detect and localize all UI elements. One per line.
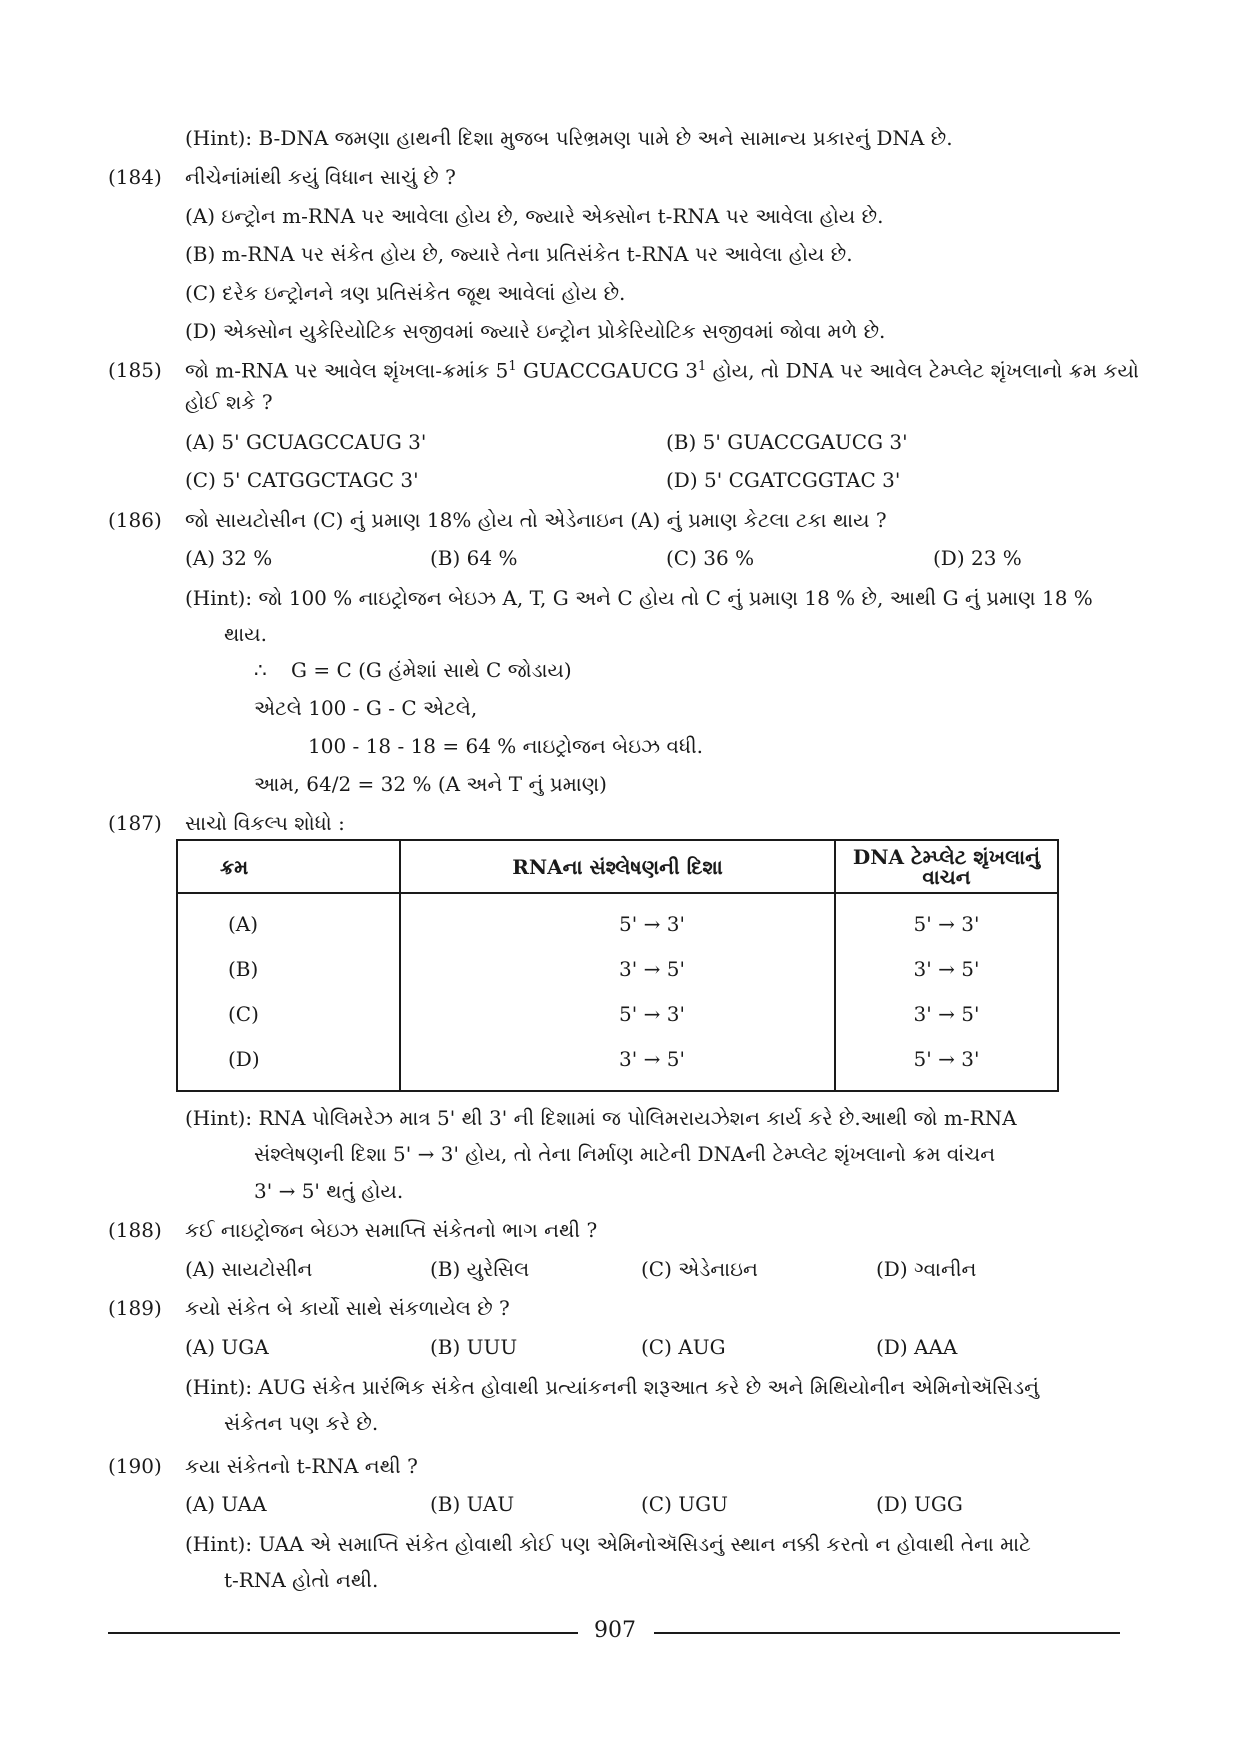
- hint-text: (Hint): UAA એ સમાપ્તિ સંકેત હોવાથી કોઈ પણ એમિનોઍસિડનું સ્થાન નક્કી કરતો ન હોવાથી તેના માટે: [185, 1532, 1031, 1556]
- option-d: (D) ગ્વાનીન: [876, 1257, 977, 1281]
- option-a: (A) સાયટોસીન: [185, 1257, 313, 1281]
- hint-183: (Hint): B-DNA જમણા હાથની દિશા મુજબ પરિભ્રમણ પામે છે અને સામાન્ય પ્રકારનું DNA છે.: [185, 126, 953, 150]
- therefore-symbol: ∴: [254, 658, 267, 682]
- option-d: (D) એક્સોન યુકેરિયોટિક સજીવમાં જ્યારે ઇન્ટ્રોન પ્રોકેરિયોટિક સજીવમાં જોવા મળે છે.: [185, 319, 886, 343]
- calc-line: G = C (G હંમેશાં સાથે C જોડાય): [291, 658, 572, 682]
- table-row: [177, 1036, 1058, 1091]
- table-cell: 5' → 3': [400, 991, 835, 1036]
- question-number: (188): [108, 1218, 162, 1242]
- table-header: RNAના સંશ્લેષણની દિશા: [400, 840, 835, 893]
- table-cell: (B): [228, 956, 259, 981]
- table-cell: (D): [228, 1046, 260, 1071]
- option-d: (D) 5' CGATCGGTAC 3': [666, 468, 901, 492]
- option-d: (D) 23 %: [933, 546, 1022, 570]
- footer-rule-left: [108, 1632, 578, 1634]
- table-header-row: [177, 840, 1058, 893]
- question-text: કયો સંકેત બે કાર્યો સાથે સંકળાયેલ છે ?: [185, 1296, 510, 1320]
- option-b: (B) યુરેસિલ: [430, 1257, 530, 1281]
- table-cell: (C): [228, 1001, 259, 1026]
- hint-text: (Hint): જો 100 % નાઇટ્રોજન બેઇઝ A, T, G અને C હોય તો C નું પ્રમાણ 18 % છે, આથી G નું પ્રમાણ 18 %: [185, 586, 1093, 610]
- hint-text: (Hint): RNA પોલિમરેઝ માત્ર 5' થી 3' ની દિશામાં જ પોલિમરાયઝેશન કાર્ય કરે છે.આથી જો m-RNA: [185, 1106, 1017, 1130]
- table-row: [177, 946, 1058, 991]
- question-number: (189): [108, 1296, 162, 1320]
- footer-rule-right: [654, 1632, 1120, 1634]
- option-b: (B) UAU: [430, 1492, 515, 1516]
- calc-line: આમ, 64/2 = 32 % (A અને T નું પ્રમાણ): [254, 772, 607, 796]
- option-a: (A) UGA: [185, 1335, 269, 1359]
- calc-line: એટલે 100 - G - C એટલે,: [254, 696, 478, 720]
- calc-line: 100 - 18 - 18 = 64 % નાઇટ્રોજન બેઇઝ વધી.: [308, 734, 704, 758]
- question-number: (186): [108, 508, 162, 532]
- table-cell: 5' → 3': [835, 1036, 1058, 1091]
- table-row: [177, 991, 1058, 1036]
- hint-text-line2: t-RNA હોતો નથી.: [224, 1568, 379, 1592]
- question-text: નીચેનાંમાંથી કયું વિધાન સાચું છે ?: [185, 165, 456, 189]
- question-number: (190): [108, 1454, 162, 1478]
- table-cell: 5' → 3': [400, 893, 835, 946]
- hint-text-line2: સંશ્લેષણની દિશા 5' → 3' હોય, તો તેના નિર્માણ માટેની DNAની ટેમ્પ્લેટ શૃંખલાનો ક્રમ વાંચન: [254, 1142, 996, 1166]
- question-number: (187): [108, 811, 162, 835]
- question-text: જો સાયટોસીન (C) નું પ્રમાણ 18% હોય તો એડેનાઇન (A) નું પ્રમાણ કેટલા ટકા થાય ?: [185, 508, 887, 532]
- option-a: (A) 5' GCUAGCCAUG 3': [185, 430, 427, 454]
- question-text: જો m-RNA પર આવેલ શૃંખલા-ક્રમાંક $5^1$ GUACCGAUCG $3^1$ હોય, તો DNA પર આવેલ ટેમ્પ્લેટ શૃંખલાનો ક્રમ કયો: [185, 358, 1139, 383]
- option-c: (C) AUG: [641, 1335, 726, 1359]
- question-text-line2: હોઈ શકે ?: [185, 390, 273, 414]
- table-cell: (A): [228, 911, 259, 936]
- question-number: (185): [108, 358, 162, 382]
- table-cell: 3' → 5': [835, 991, 1058, 1036]
- hint-text-line3: 3' → 5' થતું હોય.: [254, 1179, 404, 1203]
- table-row: [177, 893, 1058, 946]
- hint-text-line2: થાય.: [224, 622, 267, 646]
- option-b: (B) m-RNA પર સંકેત હોય છે, જ્યારે તેના પ્રતિસંકેત t-RNA પર આવેલા હોય છે.: [185, 242, 853, 266]
- table-header: ક્રમ: [177, 840, 400, 893]
- table-cell: 5' → 3': [835, 893, 1058, 946]
- question-number: (184): [108, 165, 162, 189]
- table-header: DNA ટેમ્પ્લેટ શૃંખલાનું વાચન: [835, 840, 1058, 893]
- option-c: (C) દરેક ઇન્ટ્રોનને ત્રણ પ્રતિસંકેત જૂથ આવેલાં હોય છે.: [185, 281, 626, 305]
- hint-text-line2: સંકેતન પણ કરે છે.: [224, 1411, 379, 1435]
- hint-text: (Hint): AUG સંકેત પ્રારંભિક સંકેત હોવાથી પ્રત્યાંકનની શરૂઆત કરે છે અને મિથિયોનીન એમિનોઍસિડનું: [185, 1375, 1040, 1399]
- table-cell: 3' → 5': [400, 1036, 835, 1091]
- option-c: (C) 36 %: [666, 546, 755, 570]
- question-text: કઈ નાઇટ્રોજન બેઇઝ સમાપ્તિ સંકેતનો ભાગ નથી ?: [185, 1218, 598, 1242]
- option-b: (B) UUU: [430, 1335, 518, 1359]
- option-c: (C) એડેનાઇન: [641, 1257, 758, 1281]
- option-b: (B) 64 %: [430, 546, 518, 570]
- option-d: (D) UGG: [876, 1492, 963, 1516]
- page-number: 907: [594, 1618, 636, 1643]
- question-text: સાચો વિકલ્પ શોધો :: [185, 811, 345, 835]
- table-cell: 3' → 5': [400, 946, 835, 991]
- option-b: (B) 5' GUACCGAUCG 3': [666, 430, 908, 454]
- table-cell: 3' → 5': [835, 946, 1058, 991]
- option-a: (A) ઇન્ટ્રોન m-RNA પર આવેલા હોય છે, જ્યારે એક્સોન t-RNA પર આવેલા હોય છે.: [185, 204, 884, 228]
- option-a: (A) 32 %: [185, 546, 273, 570]
- answer-table: [176, 839, 1059, 1092]
- question-text: કયા સંકેતનો t-RNA નથી ?: [185, 1454, 418, 1478]
- option-a: (A) UAA: [185, 1492, 267, 1516]
- option-d: (D) AAA: [876, 1335, 958, 1359]
- option-c: (C) 5' CATGGCTAGC 3': [185, 468, 419, 492]
- option-c: (C) UGU: [641, 1492, 728, 1516]
